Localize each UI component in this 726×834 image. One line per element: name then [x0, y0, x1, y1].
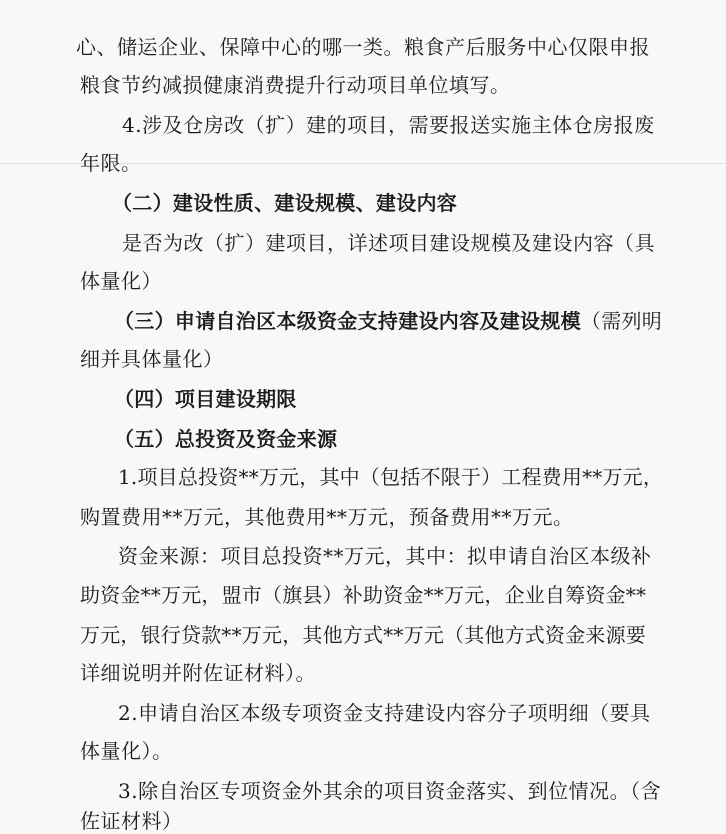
text-line: 万元，银行贷款**万元，其他方式**万元（其他方式资金来源要	[80, 623, 646, 647]
text-line: 细并具体量化）	[80, 347, 224, 371]
text-line: 购置费用**万元，其他费用**万元，预备费用**万元。	[80, 505, 574, 529]
text-line: 4.涉及仓房改（扩）建的项目，需要报送实施主体仓房报废	[122, 113, 655, 137]
text-line: 佐证材料）	[80, 809, 183, 833]
section-heading-3-note: （需列明	[580, 309, 663, 333]
text-line: 年限。	[80, 151, 142, 175]
text-line: 粮食节约减损健康消费提升行动项目单位填写。	[80, 73, 511, 97]
section-heading-3-title: （三）申请自治区本级资金支持建设内容及建设规模	[114, 309, 581, 333]
text-line: 详细说明并附佐证材料）。	[80, 661, 316, 685]
text-line: 是否为改（扩）建项目，详述项目建设规模及建设内容（具	[122, 231, 655, 255]
text-line: 体量化）	[80, 269, 162, 293]
text-line: 资金来源：项目总投资**万元，其中：拟申请自治区本级补	[118, 544, 652, 568]
section-heading-2: （二）建设性质、建设规模、建设内容	[112, 191, 458, 215]
text-line: 心、储运企业、保障中心的哪一类。粮食产后服务中心仅限申报	[76, 35, 650, 59]
section-heading-3	[114, 308, 726, 334]
section-heading-4: （四）项目建设期限	[114, 387, 297, 411]
text-line: 1.项目总投资**万元，其中（包括不限于）工程费用**万元，	[118, 465, 664, 489]
text-line: 助资金**万元，盟市（旗县）补助资金**万元，企业自筹资金**	[80, 583, 647, 607]
text-line: 3.除自治区专项资金外其余的项目资金落实、到位情况。（含	[118, 779, 662, 803]
text-line: 2.申请自治区本级专项资金支持建设内容分子项明细（要具	[118, 701, 651, 725]
section-heading-5: （五）总投资及资金来源	[114, 427, 338, 451]
text-line: 体量化）。	[80, 739, 173, 763]
